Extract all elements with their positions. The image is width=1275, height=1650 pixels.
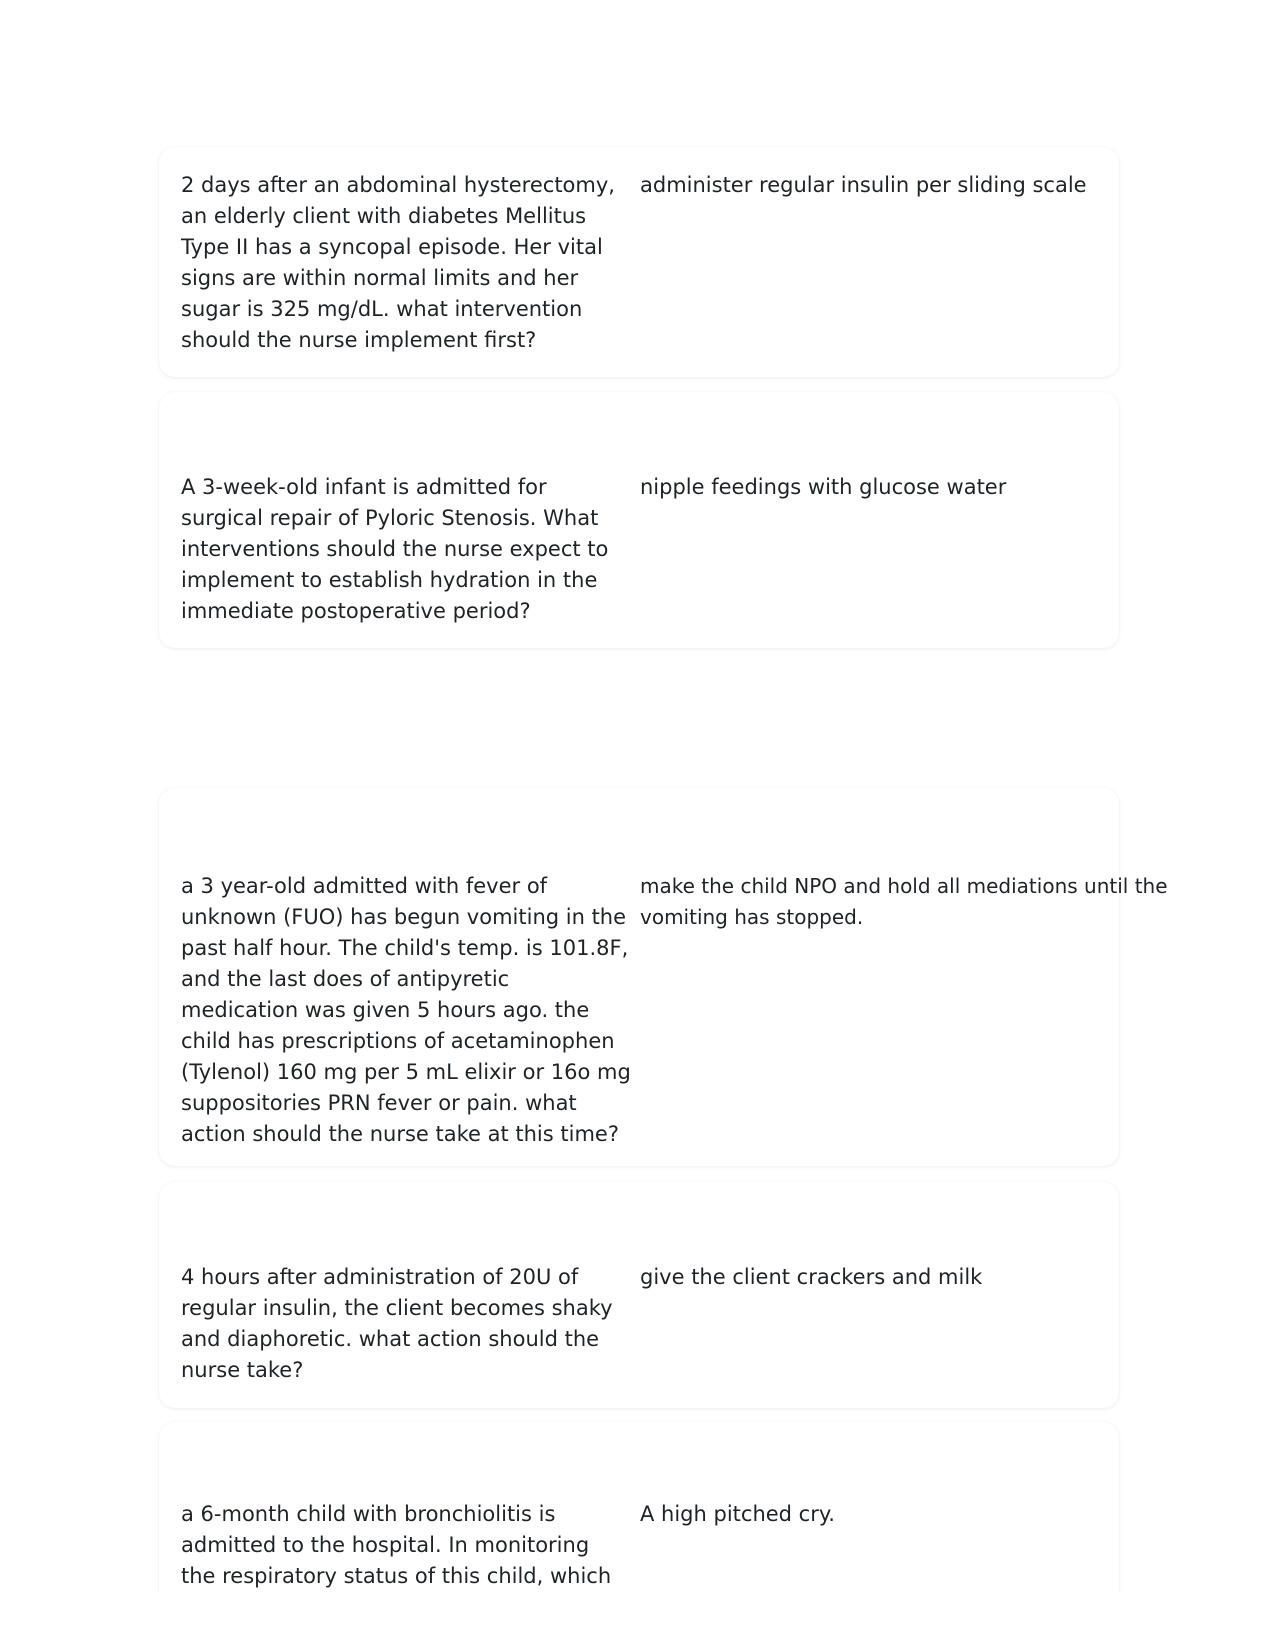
term-line: A 3-week-old infant is admitted for — [181, 475, 547, 499]
card-definition — [640, 1262, 982, 1293]
term-line: action should the nurse take at this time? — [181, 1122, 619, 1146]
card-definition — [640, 871, 1168, 933]
term-line: suppositories PRN fever or pain. what — [181, 1091, 577, 1115]
flashcard — [159, 392, 1119, 648]
term-line: unknown (FUO) has begun vomiting in the — [181, 905, 627, 929]
card-term — [181, 1499, 611, 1592]
flashcard — [159, 1422, 1119, 1592]
term-line: and the last does of antipyretic — [181, 967, 510, 991]
card-term — [181, 170, 615, 356]
definition-line: administer regular insulin per sliding scale — [640, 173, 1087, 197]
term-line: a 6-month child with bronchiolitis is — [181, 1502, 556, 1526]
term-line: nurse take? — [181, 1358, 304, 1382]
term-line: implement to establish hydration in the — [181, 568, 598, 592]
term-line: an elderly client with diabetes Mellitus — [181, 204, 587, 228]
definition-line: give the client crackers and milk — [640, 1265, 983, 1289]
card-definition — [640, 170, 1087, 201]
term-line: the respiratory status of this child, which — [181, 1564, 612, 1588]
term-line: past half hour. The child's temp. is 101.8F, — [181, 936, 629, 960]
flashcard — [159, 788, 1168, 1166]
definition-line: vomiting has stopped. — [640, 905, 864, 929]
term-line: (Tylenol) 160 mg per 5 mL elixir or 16o mg — [181, 1060, 631, 1084]
definition-line: nipple feedings with glucose water — [640, 475, 1007, 499]
term-line: signs are within normal limits and her — [181, 266, 579, 290]
term-line: interventions should the nurse expect to — [181, 537, 609, 561]
card-term — [181, 871, 631, 1150]
term-line: Type II has a syncopal episode. Her vital — [181, 235, 603, 259]
term-line: regular insulin, the client becomes shaky — [181, 1296, 613, 1320]
card-term — [181, 472, 608, 627]
card-definition — [640, 1499, 835, 1530]
term-line: 2 days after an abdominal hysterectomy, — [181, 173, 615, 197]
term-line: a 3 year-old admitted with fever of — [181, 874, 548, 898]
card-term — [181, 1262, 613, 1386]
term-line: child has prescriptions of acetaminophen — [181, 1029, 615, 1053]
term-line: surgical repair of Pyloric Stenosis. What — [181, 506, 599, 530]
term-line: immediate postoperative period? — [181, 599, 531, 623]
definition-line: A high pitched cry. — [640, 1502, 835, 1526]
term-line: should the nurse implement first? — [181, 328, 537, 352]
term-line: sugar is 325 mg/dL. what intervention — [181, 297, 583, 321]
flashcard — [159, 1182, 1119, 1408]
term-line: medication was given 5 hours ago. the — [181, 998, 590, 1022]
term-line: and diaphoretic. what action should the — [181, 1327, 600, 1351]
term-line: admitted to the hospital. In monitoring — [181, 1533, 590, 1557]
card-definition — [640, 472, 1006, 503]
definition-line: make the child NPO and hold all mediations until the — [640, 874, 1168, 898]
flashcard — [159, 147, 1119, 377]
term-line: 4 hours after administration of 20U of — [181, 1265, 579, 1289]
